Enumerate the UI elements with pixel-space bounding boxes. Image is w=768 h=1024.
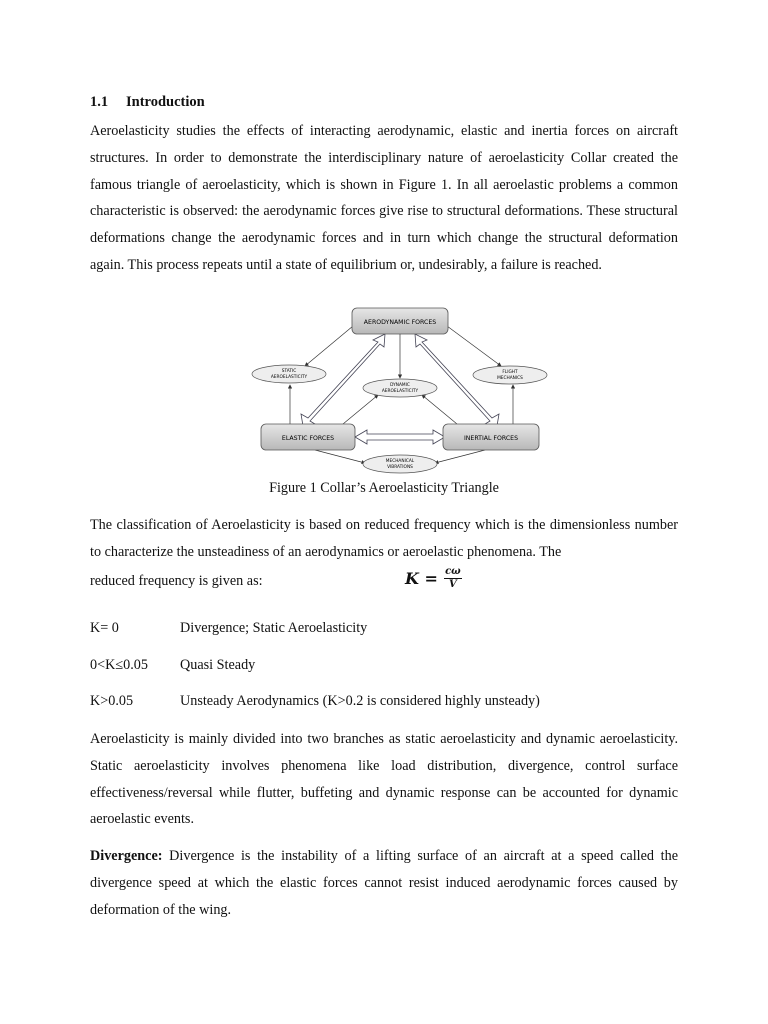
branches-paragraph: Aeroelasticity is mainly divided into two branches as static aeroelasticity and dynamic aeroelasticity. Static aeroelasticity involves phenomena like load distribution, divergence, control surface effectiveness/reversal while flutter, buffeting and dynamic response can be accounted for dynamic aeroelastic events. <box>90 731 678 828</box>
node-static-aeroelasticity <box>252 365 326 383</box>
k-description: Unsteady Aerodynamics (K>0.2 is considered highly unsteady) <box>180 693 540 709</box>
k-value: 0<K≤0.05 <box>90 657 148 673</box>
divergence-text: Divergence is the instability of a lifting surface of an aircraft at a speed called the divergence speed at which the elastic forces cannot resist induced aerodynamic forces caused by deformation of the wing. <box>90 848 678 918</box>
node-inertial-label: INERTIAL FORCES <box>463 435 519 442</box>
section-number: 1.1 <box>90 94 109 110</box>
mech-label-2: VIBRATIONS <box>387 465 413 470</box>
node-aero-label: AERODYNAMIC FORCES <box>363 319 437 326</box>
dynamic-label-1: DYNAMIC <box>390 383 410 388</box>
formula-denominator: V <box>449 579 457 590</box>
section-heading <box>90 94 205 111</box>
k-description: Quasi Steady <box>180 657 256 673</box>
arrow-elastic-inertial <box>355 430 445 444</box>
mech-label-1: MECHANICAL <box>385 459 415 464</box>
figure-caption: Figure 1 Collar’s Aeroelasticity Triangle <box>269 480 499 496</box>
static-label-2: AEROELASTICITY <box>270 375 308 380</box>
flight-label-1: FLIGHT <box>502 370 518 375</box>
formula-fraction <box>444 566 462 591</box>
k-row <box>90 693 540 710</box>
formula-intro: reduced frequency is given as: <box>90 573 263 589</box>
node-aerodynamic-forces <box>352 308 448 334</box>
k-row <box>90 657 255 674</box>
flight-label-2: MECHANICS <box>497 376 523 381</box>
k-value: K>0.05 <box>90 693 134 709</box>
formula-lhs: K = <box>405 569 438 588</box>
dynamic-label-2: AEROELASTICITY <box>381 389 419 394</box>
divergence-label: Divergence: <box>90 848 163 864</box>
node-inertial-forces <box>443 424 539 450</box>
formula-numerator: cω <box>445 566 461 577</box>
static-label-1: STATIC <box>281 369 297 374</box>
intro-paragraph: Aeroelasticity studies the effects of interacting aerodynamic, elastic and inertia forces on aircraft structures. In order to demonstrate the interdisciplinary nature of aeroelasticity Collar created the famous triangle of aeroelasticity, which is shown in Figure 1. In all aeroelastic problems a common characteristic is observed: the aerodynamic forces give rise to structural deformations. These structural deformations change the aerodynamic forces and in turn which change the structural deformation again. This process repeats until a state of equilibrium or, undesirably, a failure is reached. <box>90 123 678 273</box>
node-mechanical-vibrations <box>363 455 437 473</box>
section-title: Introduction <box>126 94 205 110</box>
reduced-frequency-formula <box>405 566 462 591</box>
classification-paragraph: The classification of Aeroelasticity is based on reduced frequency which is the dimensionless number to characterize the unsteadiness of an aerodynamics or aeroelastic phenomena. The <box>90 517 678 560</box>
node-dynamic-aeroelasticity <box>363 379 437 397</box>
aeroelasticity-triangle-figure <box>245 300 555 480</box>
k-row <box>90 620 367 637</box>
k-description: Divergence; Static Aeroelasticity <box>180 620 368 636</box>
node-elastic-forces <box>261 424 355 450</box>
node-elastic-label: ELASTIC FORCES <box>281 435 335 442</box>
divergence-paragraph <box>90 843 678 923</box>
node-flight-mechanics <box>473 366 547 384</box>
k-value: K= 0 <box>90 620 119 636</box>
